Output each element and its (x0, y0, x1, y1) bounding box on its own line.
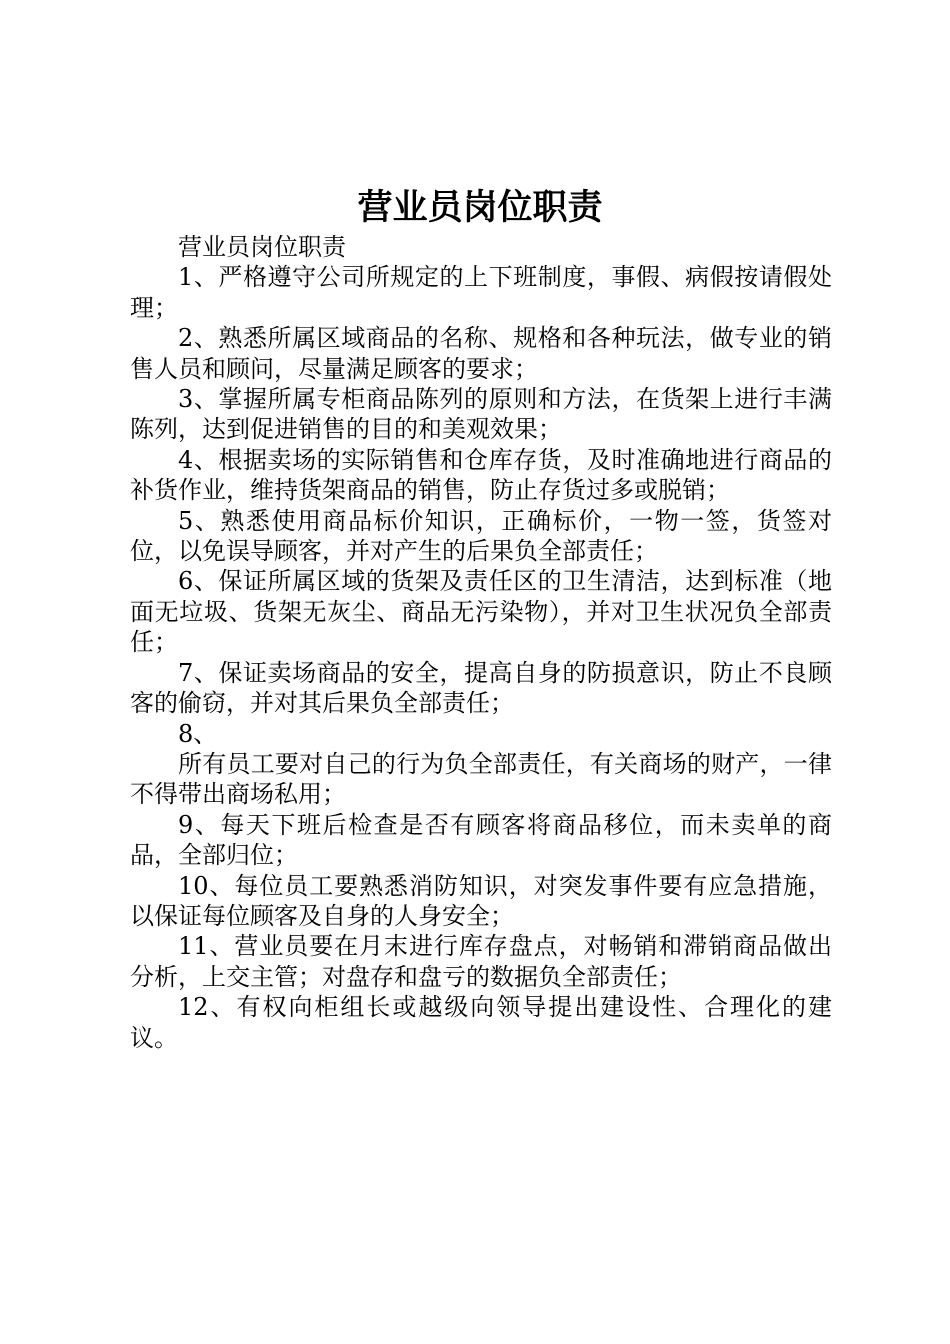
duty-paragraph-8-number: 8、 (178, 719, 218, 748)
subheading-paragraph: 营业员岗位职责 (178, 233, 346, 261)
duty-paragraph-8-text: 所有员工要对自己的行为负全部责任，有关商场的财产，一律不得带出商场私用； (130, 749, 832, 809)
duty-paragraph-7: 7、保证卖场商品的安全，提高自身的防损意识，防止不良顾客的偷窃，并对其后果负全部责任； (130, 658, 832, 718)
duty-paragraph-5: 5、熟悉使用商品标价知识，正确标价，一物一签，货签对位，以免误导顾客，并对产生的后果负全部责任； (130, 506, 832, 566)
duty-paragraph-1: 1、严格遵守公司所规定的上下班制度，事假、病假按请假处理； (130, 263, 832, 322)
duty-paragraph-2: 2、熟悉所属区域商品的名称、规格和各种玩法，做专业的销售人员和顾问，尽量满足顾客的要求； (130, 324, 832, 383)
duty-paragraph-9: 9、每天下班后检查是否有顾客将商品移位，而未卖单的商品，全部归位； (130, 810, 832, 870)
duty-paragraph-11: 11、营业员要在月末进行库存盘点，对畅销和滞销商品做出分析，上交主管；对盘存和盘亏的数据负全部责任； (130, 932, 832, 991)
document-body (130, 232, 832, 1053)
duty-paragraph-12: 12、有权向柜组长或越级向领导提出建设性、合理化的建议。 (130, 993, 832, 1052)
duty-paragraph-3: 3、掌握所属专柜商品陈列的原则和方法，在货架上进行丰满陈列，达到促进销售的目的和美观效果； (130, 385, 832, 444)
duty-paragraph-6: 6、保证所属区域的货架及责任区的卫生清洁，达到标准（地面无垃圾、货架无灰尘、商品无污染物），并对卫生状况负全部责任； (130, 567, 832, 657)
duty-paragraph-10: 10、每位员工要熟悉消防知识，对突发事件要有应急措施，以保证每位顾客及自身的人身安全； (130, 871, 832, 930)
document-title: 营业员岗位职责 (357, 187, 603, 228)
duty-paragraph-4: 4、根据卖场的实际销售和仓库存货，及时准确地进行商品的补货作业，维持货架商品的销售，防止存货过多或脱销； (130, 445, 832, 505)
